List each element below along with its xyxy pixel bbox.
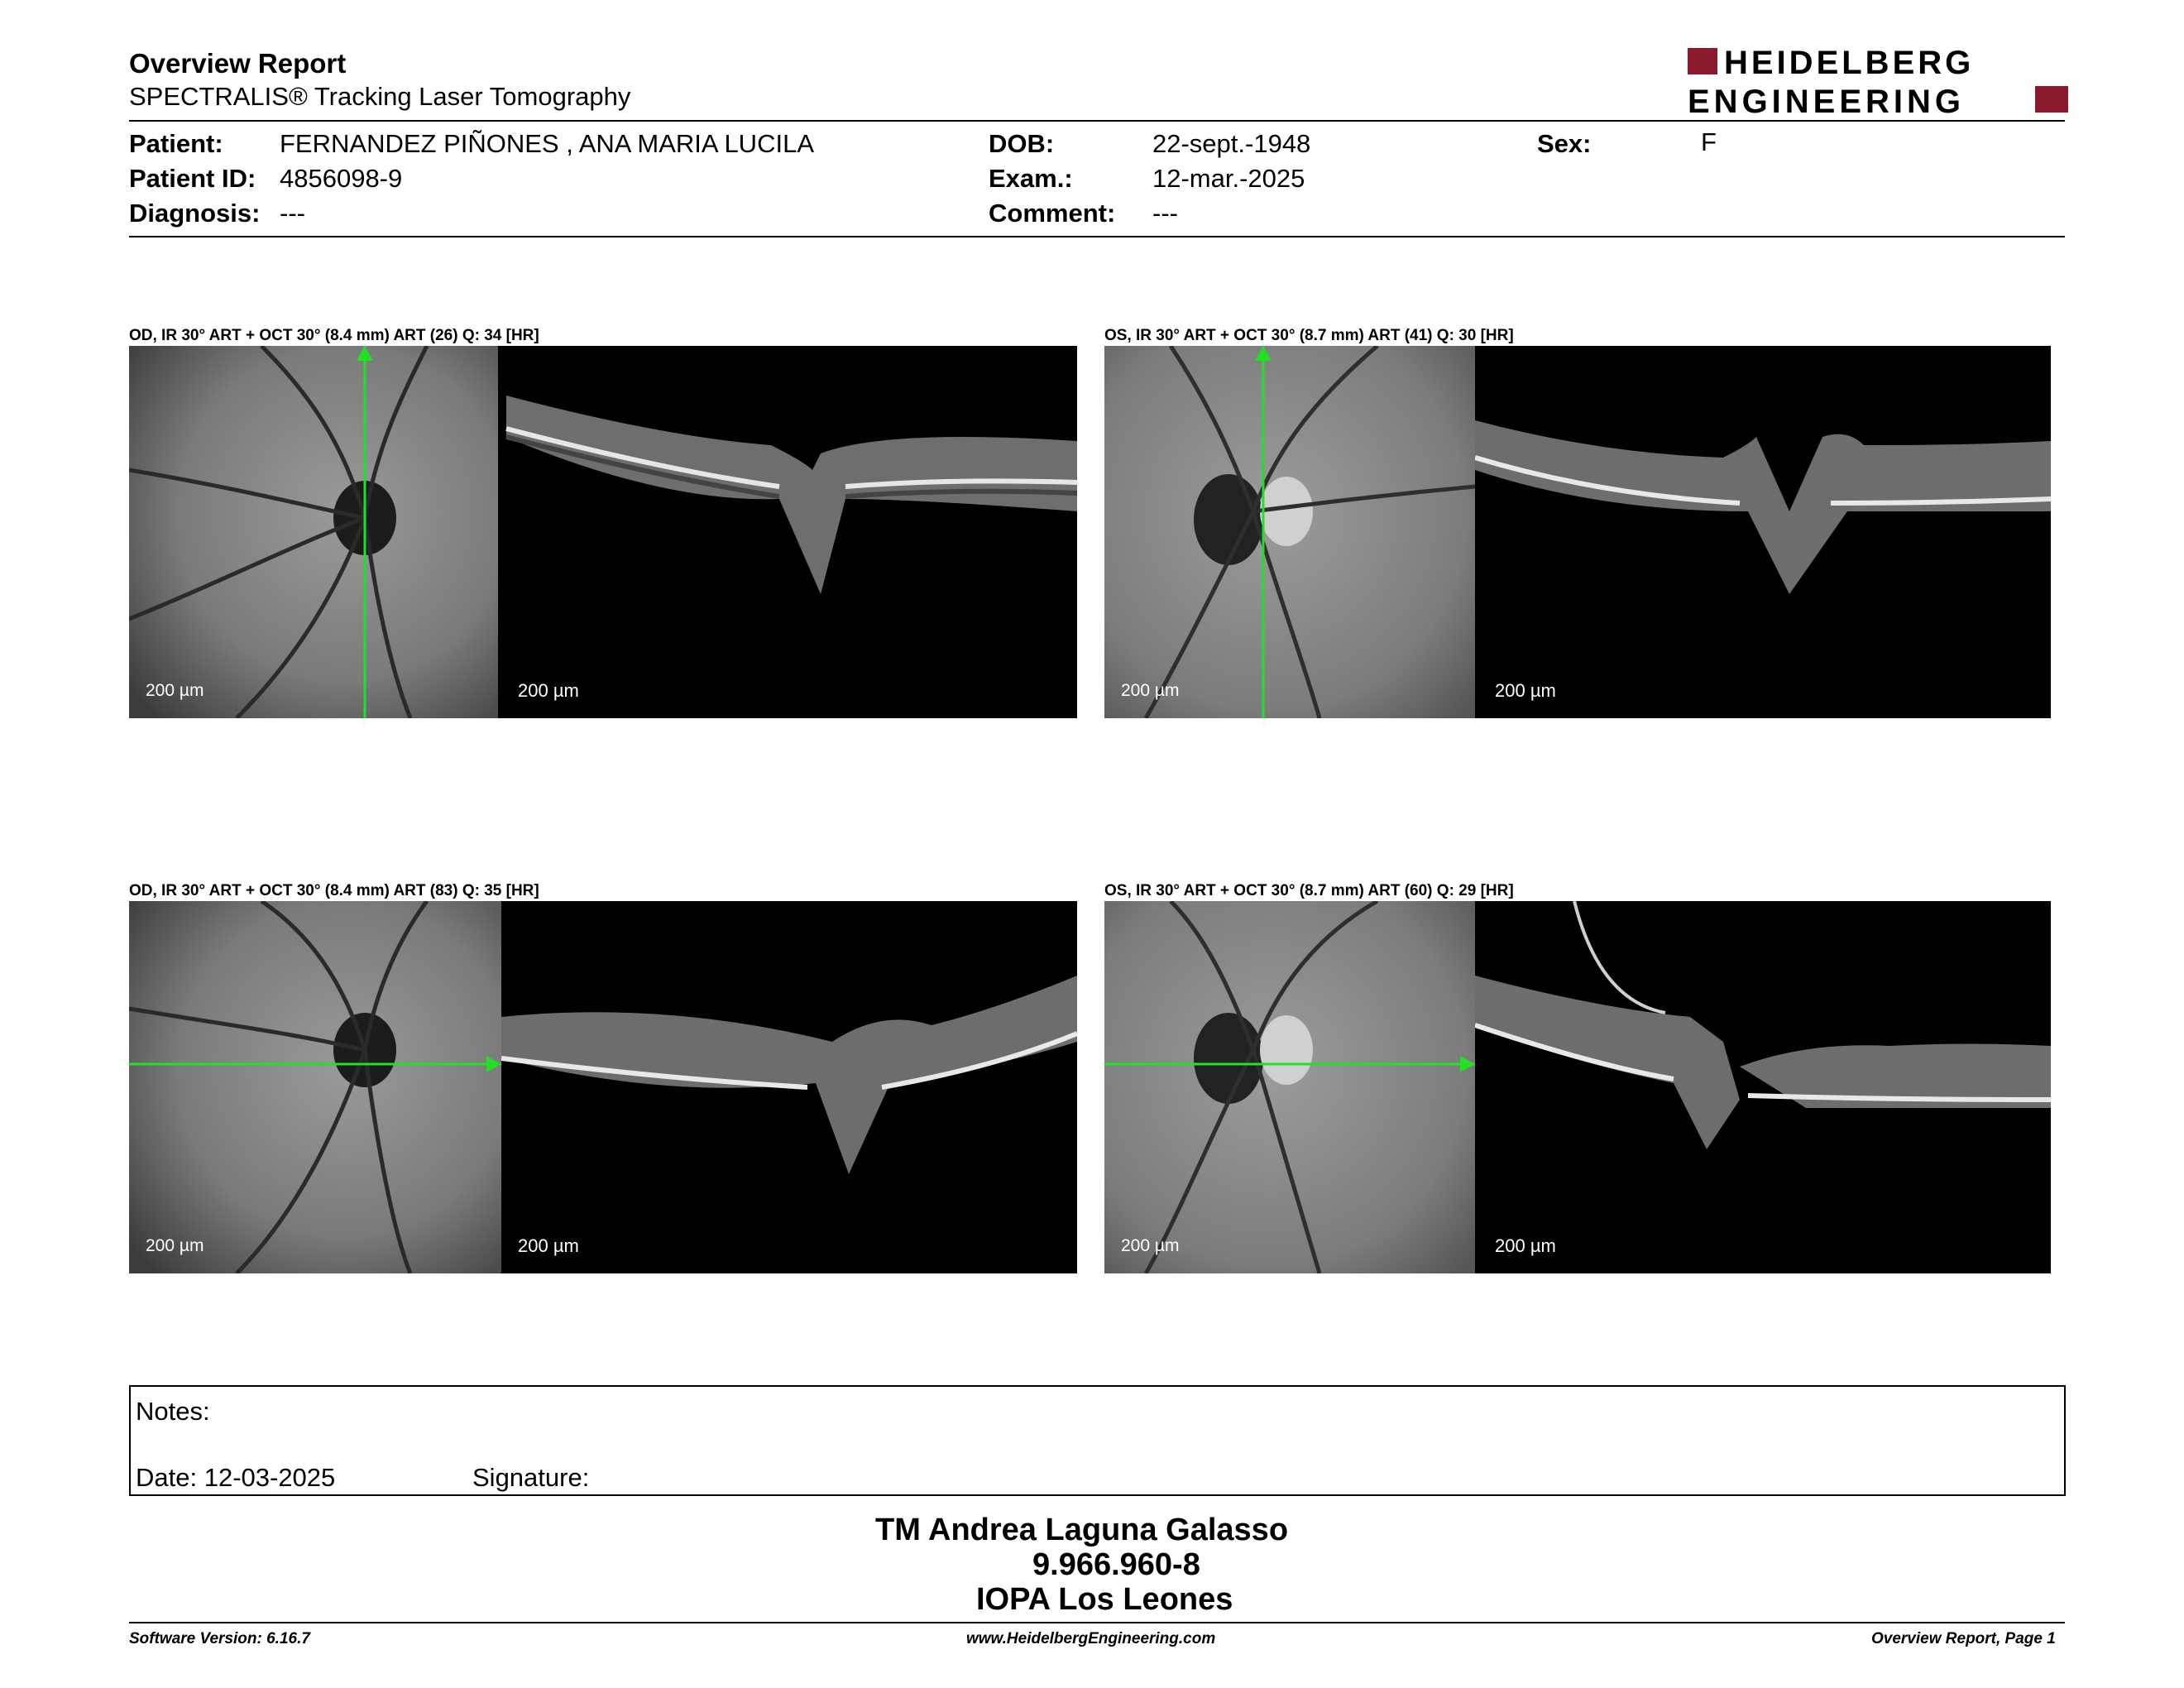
signature-label: Signature: [472,1463,590,1492]
oct-bscan-image-2 [1475,346,2051,718]
report-title: Overview Report [129,48,347,79]
oct-scale-1: 200 µm [518,680,579,701]
oct-scale-3: 200 µm [518,1235,579,1256]
header-divider [129,120,2065,122]
website-link[interactable]: www.HeidelbergEngineering.com [966,1630,1216,1647]
notes-box [129,1385,2066,1496]
sex-label: Sex: [1537,129,1592,158]
scan-title-4: OS, IR 30° ART + OCT 30° (8.7 mm) ART (60) Q: 29 [HR] [1104,882,1514,899]
sex-value: F [1701,127,1717,156]
logo-line1: HEIDELBERG [1724,46,1975,81]
oct-scale-2: 200 µm [1495,680,1556,701]
ir-scale-1: 200 µm [146,681,204,700]
oct-bscan-image-4 [1475,901,2051,1273]
exam-label: Exam.: [989,164,1073,193]
exam-value: 12-mar.-2025 [1152,164,1305,193]
ir-scale-4: 200 µm [1121,1236,1180,1255]
date-label: Date: 12-03-2025 [136,1463,336,1492]
footer-divider [129,1622,2065,1623]
diagnosis-value: --- [280,199,305,228]
ir-scale-3: 200 µm [146,1236,204,1255]
dob-value: 22-sept.-1948 [1152,129,1311,158]
stamp-id: 9.966.960-8 [1032,1547,1200,1582]
scan-title-1: OD, IR 30° ART + OCT 30° (8.4 mm) ART (26) Q: 34 [HR] [129,327,539,344]
oct-bscan-image-1 [498,346,1077,718]
ir-fundus-image-1 [129,346,498,718]
comment-value: --- [1152,199,1178,228]
stamp-place: IOPA Los Leones [976,1582,1233,1617]
logo-line2: ENGINEERING [1688,84,1966,116]
patient-label: Patient: [129,129,223,158]
patient-id: 4856098-9 [280,164,403,193]
diagnosis-label: Diagnosis: [129,199,261,228]
scan-title-3: OD, IR 30° ART + OCT 30° (8.4 mm) ART (83) Q: 35 [HR] [129,882,539,899]
dob-label: DOB: [989,129,1055,158]
report-subtitle: SPECTRALIS® Tracking Laser Tomography [129,82,631,111]
ir-fundus-image-2 [1104,346,1475,718]
ir-scale-2: 200 µm [1121,681,1180,700]
oct-bscan-image-3 [501,901,1077,1273]
heidelberg-logo [1688,46,2068,116]
patient-divider [129,236,2065,237]
ir-fundus-image-4 [1104,901,1475,1273]
stamp-name: TM Andrea Laguna Galasso [875,1513,1289,1547]
notes-label: Notes: [136,1397,210,1426]
comment-label: Comment: [989,199,1116,228]
patient-id-label: Patient ID: [129,164,256,193]
ir-fundus-image-3 [129,901,501,1273]
scan-title-2: OS, IR 30° ART + OCT 30° (8.7 mm) ART (41) Q: 30 [HR] [1104,327,1514,344]
software-version: Software Version: 6.16.7 [129,1630,310,1647]
page-number: Overview Report, Page 1 [1871,1630,2056,1647]
oct-scale-4: 200 µm [1495,1235,1556,1256]
patient-name: FERNANDEZ PIÑONES , ANA MARIA LUCILA [280,129,814,158]
